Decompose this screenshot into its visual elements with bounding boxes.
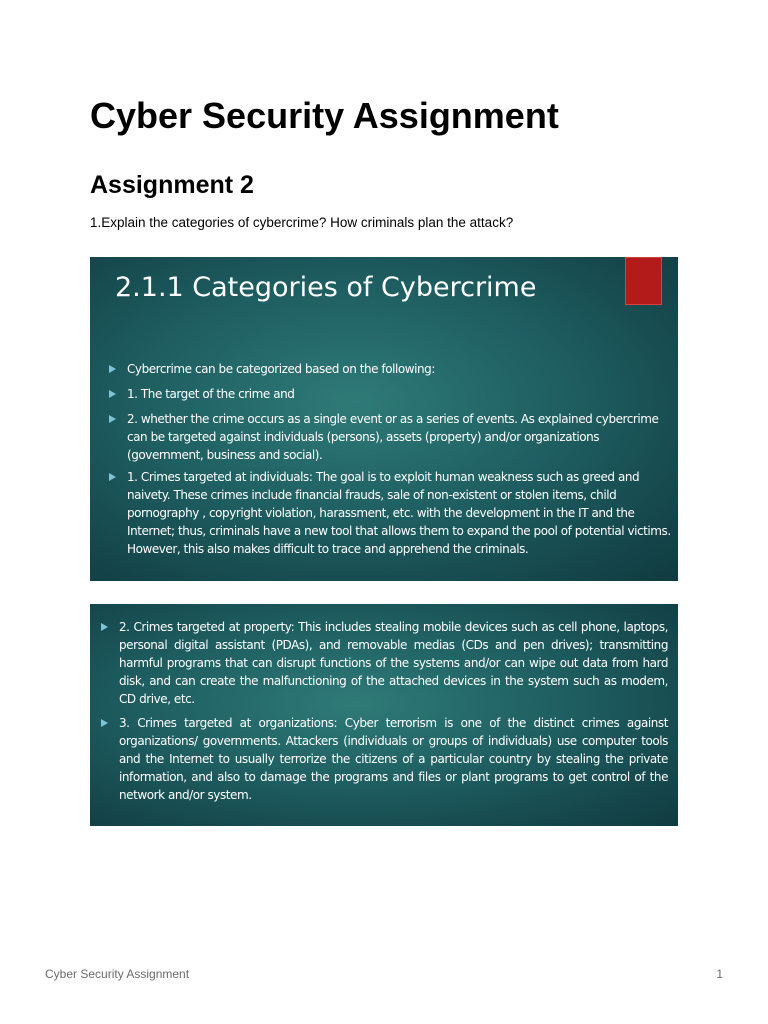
slide-bullet-item bbox=[106, 385, 672, 403]
triangle-bullet-icon bbox=[109, 415, 116, 423]
triangle-bullet-icon bbox=[109, 390, 116, 398]
document-title: Cyber Security Assignment bbox=[90, 95, 559, 136]
triangle-bullet-icon bbox=[109, 365, 116, 373]
slide-bullet-list bbox=[98, 618, 668, 810]
slide-bullet-text: 2. Crimes targeted at property: This includes stealing mobile devices such as cell phone, laptops, personal digital assistant (PDAs), and removable medias (CDs and pen drives); transmitting harmful programs that can disrupt functions of the systems and/or can wipe out data from hard disk, and can create the malfunctioning of the attached devices in the system such as modem, CD drive, etc. bbox=[119, 620, 668, 706]
slide-crime-targets-continued bbox=[90, 604, 678, 826]
slide-categories-of-cybercrime bbox=[90, 257, 678, 581]
slide-bullet-text: 3. Crimes targeted at organizations: Cyber terrorism is one of the distinct crimes against organizations/ governments. Attackers (individuals or groups of individuals) use computer tools and the Internet to usually terrorize the citizens of a particular country by stealing the private information, and also to damage the programs and files or plant programs to get control of the network and/or system. bbox=[119, 716, 668, 802]
section-heading: Assignment 2 bbox=[90, 171, 254, 199]
footer-page-number: 1 bbox=[716, 967, 723, 981]
slide-bullet-text: Cybercrime can be categorized based on the following: bbox=[127, 362, 435, 376]
slide-bullet-item bbox=[98, 618, 668, 708]
triangle-bullet-icon bbox=[109, 473, 116, 481]
triangle-bullet-icon bbox=[101, 623, 108, 631]
slide-bullet-item bbox=[98, 714, 668, 804]
slide-bullet-text: 1. The target of the crime and bbox=[127, 387, 295, 401]
triangle-bullet-icon bbox=[101, 719, 108, 727]
slide-bullet-text: 2. whether the crime occurs as a single event or as a series of events. As explained cybercrime can be targeted against individuals (persons), assets (property) and/or organizations (government, business and social). bbox=[127, 412, 659, 462]
slide-accent-block bbox=[625, 257, 662, 305]
slide-bullet-item bbox=[106, 360, 672, 378]
slide-bullet-text: 1. Crimes targeted at individuals: The goal is to exploit human weakness such as greed and naivety. These crimes include financial frauds, sale of non-existent or stolen items, child pornography , copyright violation, harassment, etc. with the development in the IT and the Internet; thus, criminals have a new tool that allows them to expand the pool of potential victims. However, this also makes difficult to trace and apprehend the criminals. bbox=[127, 470, 671, 556]
slide-bullet-item bbox=[106, 410, 672, 464]
slide-title: 2.1.1 Categories of Cybercrime bbox=[115, 272, 537, 303]
footer-document-title: Cyber Security Assignment bbox=[45, 967, 190, 981]
assignment-question: 1.Explain the categories of cybercrime? How criminals plan the attack? bbox=[90, 215, 514, 230]
slide-bullet-list bbox=[106, 360, 672, 565]
slide-bullet-item bbox=[106, 468, 672, 558]
